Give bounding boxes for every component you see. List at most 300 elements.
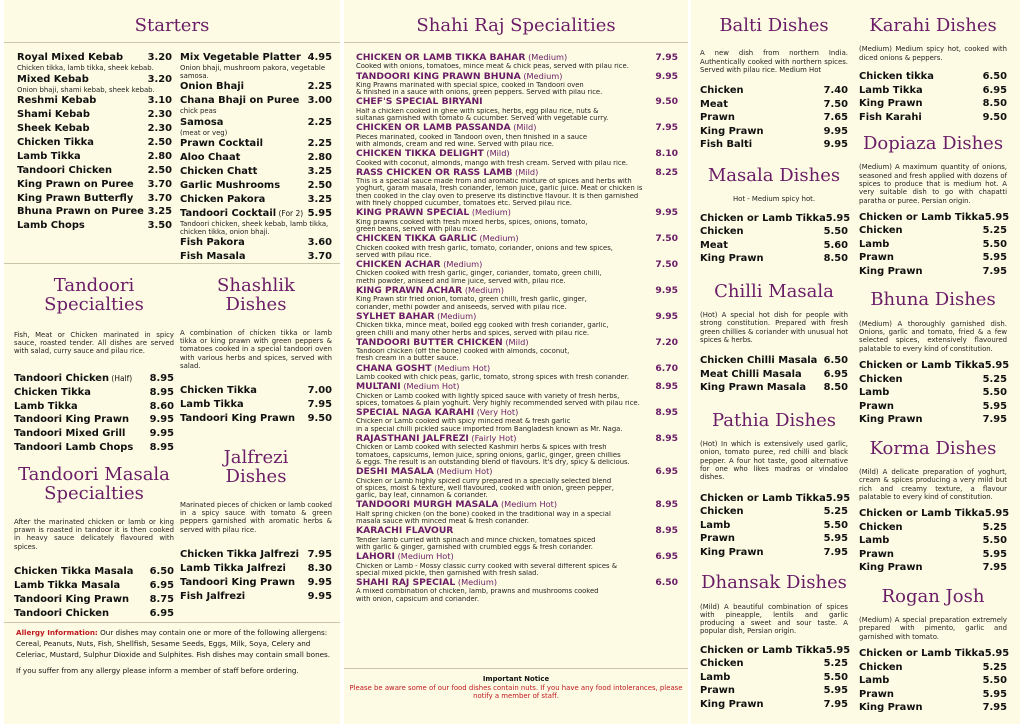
section-desc: (Mild) A delicate preparation of yoghurt, cream & spices producing a very mild but rich and creamy texture, a flavour palatable to every kind of constitution. [859,468,1007,501]
special-item [356,363,678,374]
menu-item [180,576,332,590]
item-sub: Chicken tikka, lamb tikka, sheek kebab. [17,63,154,72]
item-desc: Chicken or Lamb cooked with selected Kashmiri herbs & spices with fresh [356,444,607,452]
menu-item [14,413,174,427]
menu-item [180,137,332,151]
item-name: King Prawn [700,546,764,558]
item-name: King Prawn [859,265,923,277]
item-price: 7.95 [307,549,332,561]
item-name: Fish Karahi [859,111,922,123]
item-price: 2.25 [307,138,332,150]
item-price: 9.50 [655,96,678,108]
item-tag: (Medium Hot) [498,499,558,510]
item-price: 5.25 [982,521,1007,533]
menu-item [859,238,1007,252]
item-name: Tandoori King Prawn [14,414,129,426]
section-desc: (Medium) A special preparation extremely prepared with pimento, garlic and garnished with tomato. [859,616,1007,641]
item-price: 9.95 [149,414,174,426]
item-price: 5.95 [823,685,848,697]
item-list [14,372,174,455]
item-list [180,384,332,426]
item-name: Chicken [700,506,744,518]
item-price: 9.50 [307,413,332,425]
menu-item [17,192,172,206]
item-price: 5.95 [982,252,1007,264]
menu-item [700,532,848,546]
starters-section [4,16,340,35]
item-name: Lamb Chops [17,220,85,232]
item-price: 8.95 [655,407,678,419]
item-price: 3.25 [147,206,172,218]
item-price: 3.70 [147,192,172,204]
item-price: 7.65 [823,112,848,124]
item-name: King Prawn Masala [700,382,807,394]
item-list [14,565,174,621]
item-price: 9.95 [655,285,678,297]
item-desc: & eggs. The result is an outstanding blend of flavours. It's dry, spicy & delicious. [356,458,630,466]
menu-item [17,164,172,178]
item-name: Sheek Kebab [17,123,90,135]
allergy-footer: If you suffer from any allergy please inform a member of staff before ordering. [16,665,299,675]
item-name: RAJASTHANI JALFREZI (Fairly Hot) [356,433,517,445]
section-title-karahi: Karahi Dishes [869,15,997,36]
item-name: Chicken Tikka [180,385,257,397]
section-desc: (Medium) A thoroughly garnished dish. Onions, garlic and tomato, fried & a few selected spices, extensively flavoured palatable to every kind of constitution. [859,319,1007,353]
menu-item [859,400,1007,414]
menu-item [180,548,332,562]
menu-item [859,97,1007,111]
item-name: Chicken [859,521,903,533]
dopiaza-section [859,133,1010,278]
item-desc: Chicken or Lamb cooked with spicy minced meat & fresh garlic [356,418,571,426]
item-name: King Prawn [859,562,923,574]
item-desc: Chicken or Lamb cooked with lightly spiced sauce with variety of fresh herbs, [356,392,620,400]
item-name: King Prawn [700,698,764,710]
pathia-section [700,409,851,559]
item-name: KING PRAWN ACHAR (Medium) [356,285,504,297]
important-notice [344,675,688,701]
item-price: 5.95 [825,212,851,224]
menu-item [859,386,1007,400]
item-name: Prawn Cocktail [180,138,263,150]
item-price: 3.70 [147,178,172,190]
section-title-jalfrezi: Jalfrezi Dishes [223,447,289,488]
item-name: Tandoori King Prawn [14,593,129,605]
balti-section [700,16,848,152]
item-price: 6.50 [655,577,678,589]
item-name: Bhuna Prawn on Puree [17,206,144,218]
item-name: Chicken Chilli Masala [700,355,818,367]
item-price: 5.95 [984,211,1010,223]
item-price: 6.95 [655,466,678,478]
item-name: King Prawn on Puree [17,178,134,190]
item-desc: with garlic & ginger, garnished with crumbled eggs & fresh coriander. [356,543,593,551]
item-name: Prawn [859,252,894,264]
menu-panel-left [4,0,340,724]
section-title-shahi-raj: Shahi Raj Specialities [416,15,616,36]
section-title-chilli: Chilli Masala [714,280,834,302]
item-name: Chicken or Lamb Tikka [859,508,985,520]
item-desc: Half spring chicken (on the bone) cooked in the traditional way in a special [356,510,611,518]
menu-item [180,51,332,65]
item-name: SHAHI RAJ SPECIAL (Medium) [356,577,498,589]
item-list [859,211,1010,279]
menu-item [700,492,851,506]
item-tag: (Medium) [476,233,519,244]
item-name: DESHI MASALA (Medium Hot) [356,466,493,478]
menu-item [859,265,1007,279]
menu-item [700,671,848,685]
section-title-bhuna: Bhuna Dishes [870,289,996,311]
section-desc: (Medium) A maximum quantity of onions, seasoned and fresh applied with dozens of spices to produce that is medium hot. A very suitable dish to go with chapatti paratha or puree. Persian origin. [859,163,1007,205]
item-desc: methi powder, aniseed and lime juice, served with, pilau rice. [356,277,566,285]
item-name: Lamb [859,238,890,250]
section-title-dopiaza: Dopiaza Dishes [862,133,1004,155]
menu-item [180,384,332,398]
item-tag: (Medium) [525,52,568,62]
item-desc: A mixed combination of chicken, lamb, prawns and mushrooms cooked [356,588,599,596]
item-price: 7.50 [655,233,678,245]
item-list [859,359,1010,427]
item-price: 3.20 [147,52,172,63]
item-name: Tandoori Chicken [17,164,113,176]
item-price: 5.95 [982,688,1007,700]
right-column-a [700,15,851,711]
menu-item [14,607,174,621]
special-item [356,525,678,536]
item-price: 7.95 [307,399,332,411]
item-name: Mixed Kebab [17,73,89,85]
item-price: 9.95 [655,207,678,219]
menu-item [17,219,172,233]
item-price: 2.50 [147,164,172,176]
item-desc: then cooked in the clay oven to preserve its distinctive flavour. It is then garnished [356,192,639,200]
menu-item [180,165,332,179]
item-name: Chicken Tikka [17,136,94,148]
menu-item [859,84,1007,98]
section-title-starters: Starters [134,15,210,36]
menu-item [17,178,172,192]
item-name: Prawn [700,533,735,545]
item-name: Chicken [700,226,744,238]
item-price: 8.25 [655,166,678,178]
menu-item [180,151,332,165]
item-tag: (Medium) [434,310,477,321]
item-desc: Cooked with coconut, almonds, mango with fresh cream. Served with pilau rice. [356,159,628,167]
item-tag: (Medium Hot) [394,551,454,562]
item-price: 2.30 [147,123,172,135]
menu-panel-right [691,0,1020,724]
item-desc: Chicken cooked with fresh garlic, ginger, coriander, tomato, green chilli, [356,270,602,278]
item-name: Lamb [859,535,890,547]
chilli-section [700,282,848,395]
item-desc: Pieces marinated, cooked in Tandoori oven, then finished in a sauce [356,133,588,141]
item-price: 6.50 [149,566,174,578]
item-tag: (Medium) [520,70,563,81]
allergy-information [16,627,332,676]
item-name: Chicken [859,225,903,237]
item-desc: coriander, methi powder and aniseeds, served with pilau rice. [356,303,567,311]
item-name: SYLHET BAHAR (Medium) [356,310,477,322]
menu-item [14,565,174,579]
item-desc: Chicken tikka, mince meat, boiled egg cooked with fresh coriander, garlic, [356,322,609,330]
menu-item [700,212,851,226]
item-desc: in a special chilli pickled sauce imported from Bangladesh known as Mr. Naga. [356,425,623,433]
special-item [356,407,678,418]
item-name: Mix Vegetable Platter [180,52,301,63]
item-price: 5.95 [984,648,1010,660]
item-name: King Prawn [700,253,764,265]
item-name: Chicken or Lamb Tikka [859,648,985,660]
item-name: Meat [700,239,728,251]
item-tag: (Medium Hot) [400,381,460,392]
menu-item [14,400,174,414]
item-list [180,548,332,604]
item-price: 5.50 [823,226,848,238]
item-name: Onion Bhaji [180,81,245,93]
item-price: 5.50 [982,387,1007,399]
item-price: 8.50 [982,98,1007,110]
item-name: Chicken or Lamb Tikka [700,492,826,504]
shahi-raj-list [356,52,678,603]
item-price: 5.50 [823,671,848,683]
menu-item [859,211,1010,225]
menu-item [700,644,851,658]
section-desc: Marinated pieces of chicken or lamb cooked in a spicy sauce with tomato & green peppers garnished with aromatic herbs & served with pilau rice. [180,500,332,534]
item-name: Lamb Tikka [17,150,81,162]
menu-item [859,521,1007,535]
item-desc: King prawns cooked with fresh mixed herbs, spices, onions, tomato, [356,218,588,226]
tandoori-masala-section [14,465,174,621]
section-title-pathia: Pathia Dishes [712,409,836,431]
menu-item [859,647,1010,661]
menu-item [859,688,1007,702]
item-price: 5.95 [984,508,1010,520]
item-name: Chicken or Lamb Tikka [700,644,826,656]
item-sub: Tandoori chicken, sheek kebab, lamb tikka, chicken tikka, onion bhaji. [180,219,329,236]
item-desc: special mixed pickle, then garnished with fresh salad. [356,569,539,577]
menu-item [859,413,1007,427]
item-price: 7.95 [655,122,678,134]
item-name: Fish Masala [180,251,246,263]
item-name: Tandoori Cocktail (For 2) [180,207,304,219]
item-price: 3.70 [307,251,332,263]
item-name: Lamb Tikka Jalfrezi [180,562,286,574]
item-desc: with finely chopped cucumber, tomatoes etc. Served pilau rice. [356,200,572,208]
item-sub: Onion bhaji, mushroom pakora, vegetable samosa. [180,63,326,80]
item-name: King Prawn Butterfly [17,192,134,204]
item-price: 9.95 [307,590,332,602]
menu-item [700,125,848,139]
item-price: 3.60 [307,237,332,249]
item-desc: Cooked with onions, tomatoes, mince meat & chick peas, served with pilau rice. [356,63,629,71]
item-name: Tandoori King Prawn [180,413,295,425]
item-desc: King Prawn stir fried onion, tomato, green chilli, fresh garlic, ginger, [356,296,587,304]
special-item [356,207,678,218]
item-name: KARACHI FLAVOUR [356,525,454,537]
item-name: Prawn [859,688,894,700]
menu-item [17,122,172,136]
special-item [356,167,678,178]
item-price: 8.10 [655,148,678,160]
section-desc: A combination of chicken tikka or lamb tikka or king prawn with green peppers & tomatoes cooked in a special tandoori oven with various herbs and spices, served with salad. [180,328,332,371]
item-price: 7.20 [655,336,678,348]
item-tag: (Mild) [502,336,529,347]
item-tag: (Medium Hot) [433,466,493,477]
menu-item [700,381,848,395]
item-price: 7.95 [823,698,848,710]
item-price: 2.50 [147,136,172,148]
special-item [356,311,678,322]
special-item [356,499,678,510]
menu-item [700,368,848,382]
menu-item [180,80,332,94]
item-name: Prawn [859,548,894,560]
item-name: Chicken or Lamb Tikka [859,211,985,223]
menu-item [14,427,174,441]
item-name: Prawn [700,685,735,697]
menu-item [14,441,174,455]
item-name: CHICKEN OR LAMB TIKKA BAHAR (Medium) [356,52,568,63]
item-price: 2.80 [147,150,172,162]
item-desc: of spices, moist & texture, well flavoured, cooked with onion, green pepper, [356,484,614,492]
item-desc: spices, tomatoes & plain yoghurt. Very highly recommended served with pilau rice. [356,399,640,407]
special-item [356,381,678,392]
section-title-dhansak: Dhansak Dishes [701,572,847,594]
item-desc: sultanas garnished with tomato & cucumber. Served with vegetable curry. [356,115,609,123]
item-name: King Prawn [859,702,923,714]
special-item [356,233,678,244]
item-tag: (Half) [109,373,133,383]
item-name: CHEF'S SPECIAL BIRYANI [356,96,483,108]
item-price: 7.95 [655,52,678,63]
special-item [356,285,678,296]
item-name: CHICKEN OR LAMB PASSANDA (Mild) [356,122,537,134]
special-item [356,52,678,63]
item-tag: (Medium) [455,577,498,588]
menu-item [700,546,848,560]
right-column-b [859,15,1010,715]
menu-item [700,505,848,519]
item-name: SPECIAL NAGA KARAHI (Very Hot) [356,407,519,419]
item-price: 7.95 [982,265,1007,277]
notice-text-2: notify a member of staff. [473,692,559,701]
item-price: 8.95 [655,525,678,537]
section-title-masala: Masala Dishes [707,164,841,186]
item-price: 5.50 [823,519,848,531]
item-price: 3.00 [307,95,332,107]
item-price: 5.95 [982,400,1007,412]
menu-item [859,561,1007,575]
item-list [700,84,848,152]
item-list [859,507,1010,575]
menu-item [180,207,332,221]
item-name: Tandoori Chicken [14,607,110,619]
item-price: 8.75 [149,593,174,605]
item-name: Fish Jalfrezi [180,590,246,602]
section-desc: Hot - Medium spicy hot. [732,195,816,204]
section-desc: After the marinated chicken or lamb or king prawn is roasted in tandoor it is then cooked in heavy sauce delicately flavoured with spices. [14,517,174,551]
menu-item [700,111,848,125]
item-price: 3.25 [307,166,332,178]
section-desc: (Hot) In which is extensively used garlic, onion, tomato puree, red chilli and black pepper. A four hot taste, good alternative for one who likes madras or vindaloo dishes. [700,440,848,482]
item-price: 9.95 [655,310,678,322]
item-price: 6.95 [149,607,174,619]
special-item [356,433,678,444]
item-price: 6.50 [982,71,1007,83]
item-desc: Lamb cooked with chick peas, garlic, tomato, strong spices with fresh coriander. [356,373,630,381]
item-price: 9.95 [307,576,332,588]
item-name: Fish Balti [700,139,753,151]
item-price: 8.95 [149,442,174,454]
item-name: King Prawn [859,414,923,426]
special-item [356,551,678,562]
item-desc: Chicken or Lamb highly spiced curry prepared in a specially selected blend [356,477,612,485]
item-price: 7.00 [307,385,332,397]
menu-item [17,136,172,150]
item-name: Chana Bhaji on Puree [180,95,300,107]
allergy-label: Allergy Information: [16,628,98,637]
item-name: Chicken Pakora [180,194,266,206]
item-tag: (Mild) [483,148,510,159]
menu-item [859,548,1007,562]
item-price: 5.60 [823,239,848,251]
item-name: RASS CHICKEN OR RASS LAMB (Mild) [356,166,539,178]
menu-item [700,98,848,112]
section-desc: (Mild) A beautiful combination of spices with pineapple, lentils and garlic producing a sweet and sour taste. A popular dish, Persian origin. [700,602,848,636]
menu-item [700,239,848,253]
item-price: 8.95 [655,433,678,445]
item-name: Chicken Tikka Masala [14,566,134,578]
item-tag: (Medium) [469,207,511,218]
menu-item [859,373,1007,387]
item-name: Tandoori Mixed Grill [14,428,126,440]
item-price: 5.95 [825,492,851,504]
item-name: Meat [700,98,728,110]
item-tag: (Mild) [512,166,539,177]
menu-item [859,534,1007,548]
item-price: 8.95 [655,499,678,511]
item-price: 8.30 [307,562,332,574]
item-name: Meat Chilli Masala [700,368,802,380]
item-price: 8.60 [149,400,174,412]
special-item [356,122,678,133]
item-name: Lamb [700,671,731,683]
item-desc: Tender lamb curried with spinach and mince chicken, tomatoes spiced [356,536,596,544]
item-price: 7.95 [823,546,848,558]
allergy-text: Our dishes may contain one or more of the following allergens: Cereal, Peanuts, Nuts, Fish, Shellfish, Sesame Seeds, Eggs, Milk, Soya, Celery and Celeriac, Mustard, Sulphur Dioxide and Sulphites. Fish dishes may contain small bones. [16,628,331,660]
item-desc: tomatoes, capsicums, lemon juice, spring onions, garlic, ginger, green chillies [356,451,621,459]
item-desc: Chicken or Lamb - Mossy classic curry cooked with several different spices & [356,562,618,570]
item-price: 2.50 [307,180,332,192]
item-list [859,70,1007,124]
section-desc: A new dish from northern India. Authentically cooked with northern spices. Served with pilau rice. Medium Hot [700,49,848,75]
item-name: TANDOORI MURGH MASALA (Medium Hot) [356,499,558,511]
menu-item [17,73,172,87]
item-price: 7.40 [823,85,848,97]
karahi-section [859,16,1007,124]
item-price: 5.25 [823,658,848,670]
menu-item [700,354,848,368]
menu-item [180,412,332,426]
item-name: Garlic Mushrooms [180,180,281,192]
item-name: Lamb [859,387,890,399]
menu-item [859,111,1007,125]
item-price: 6.95 [823,368,848,380]
item-list [700,644,851,712]
item-name: Lamb Tikka [859,84,923,96]
menu-item [17,108,172,122]
